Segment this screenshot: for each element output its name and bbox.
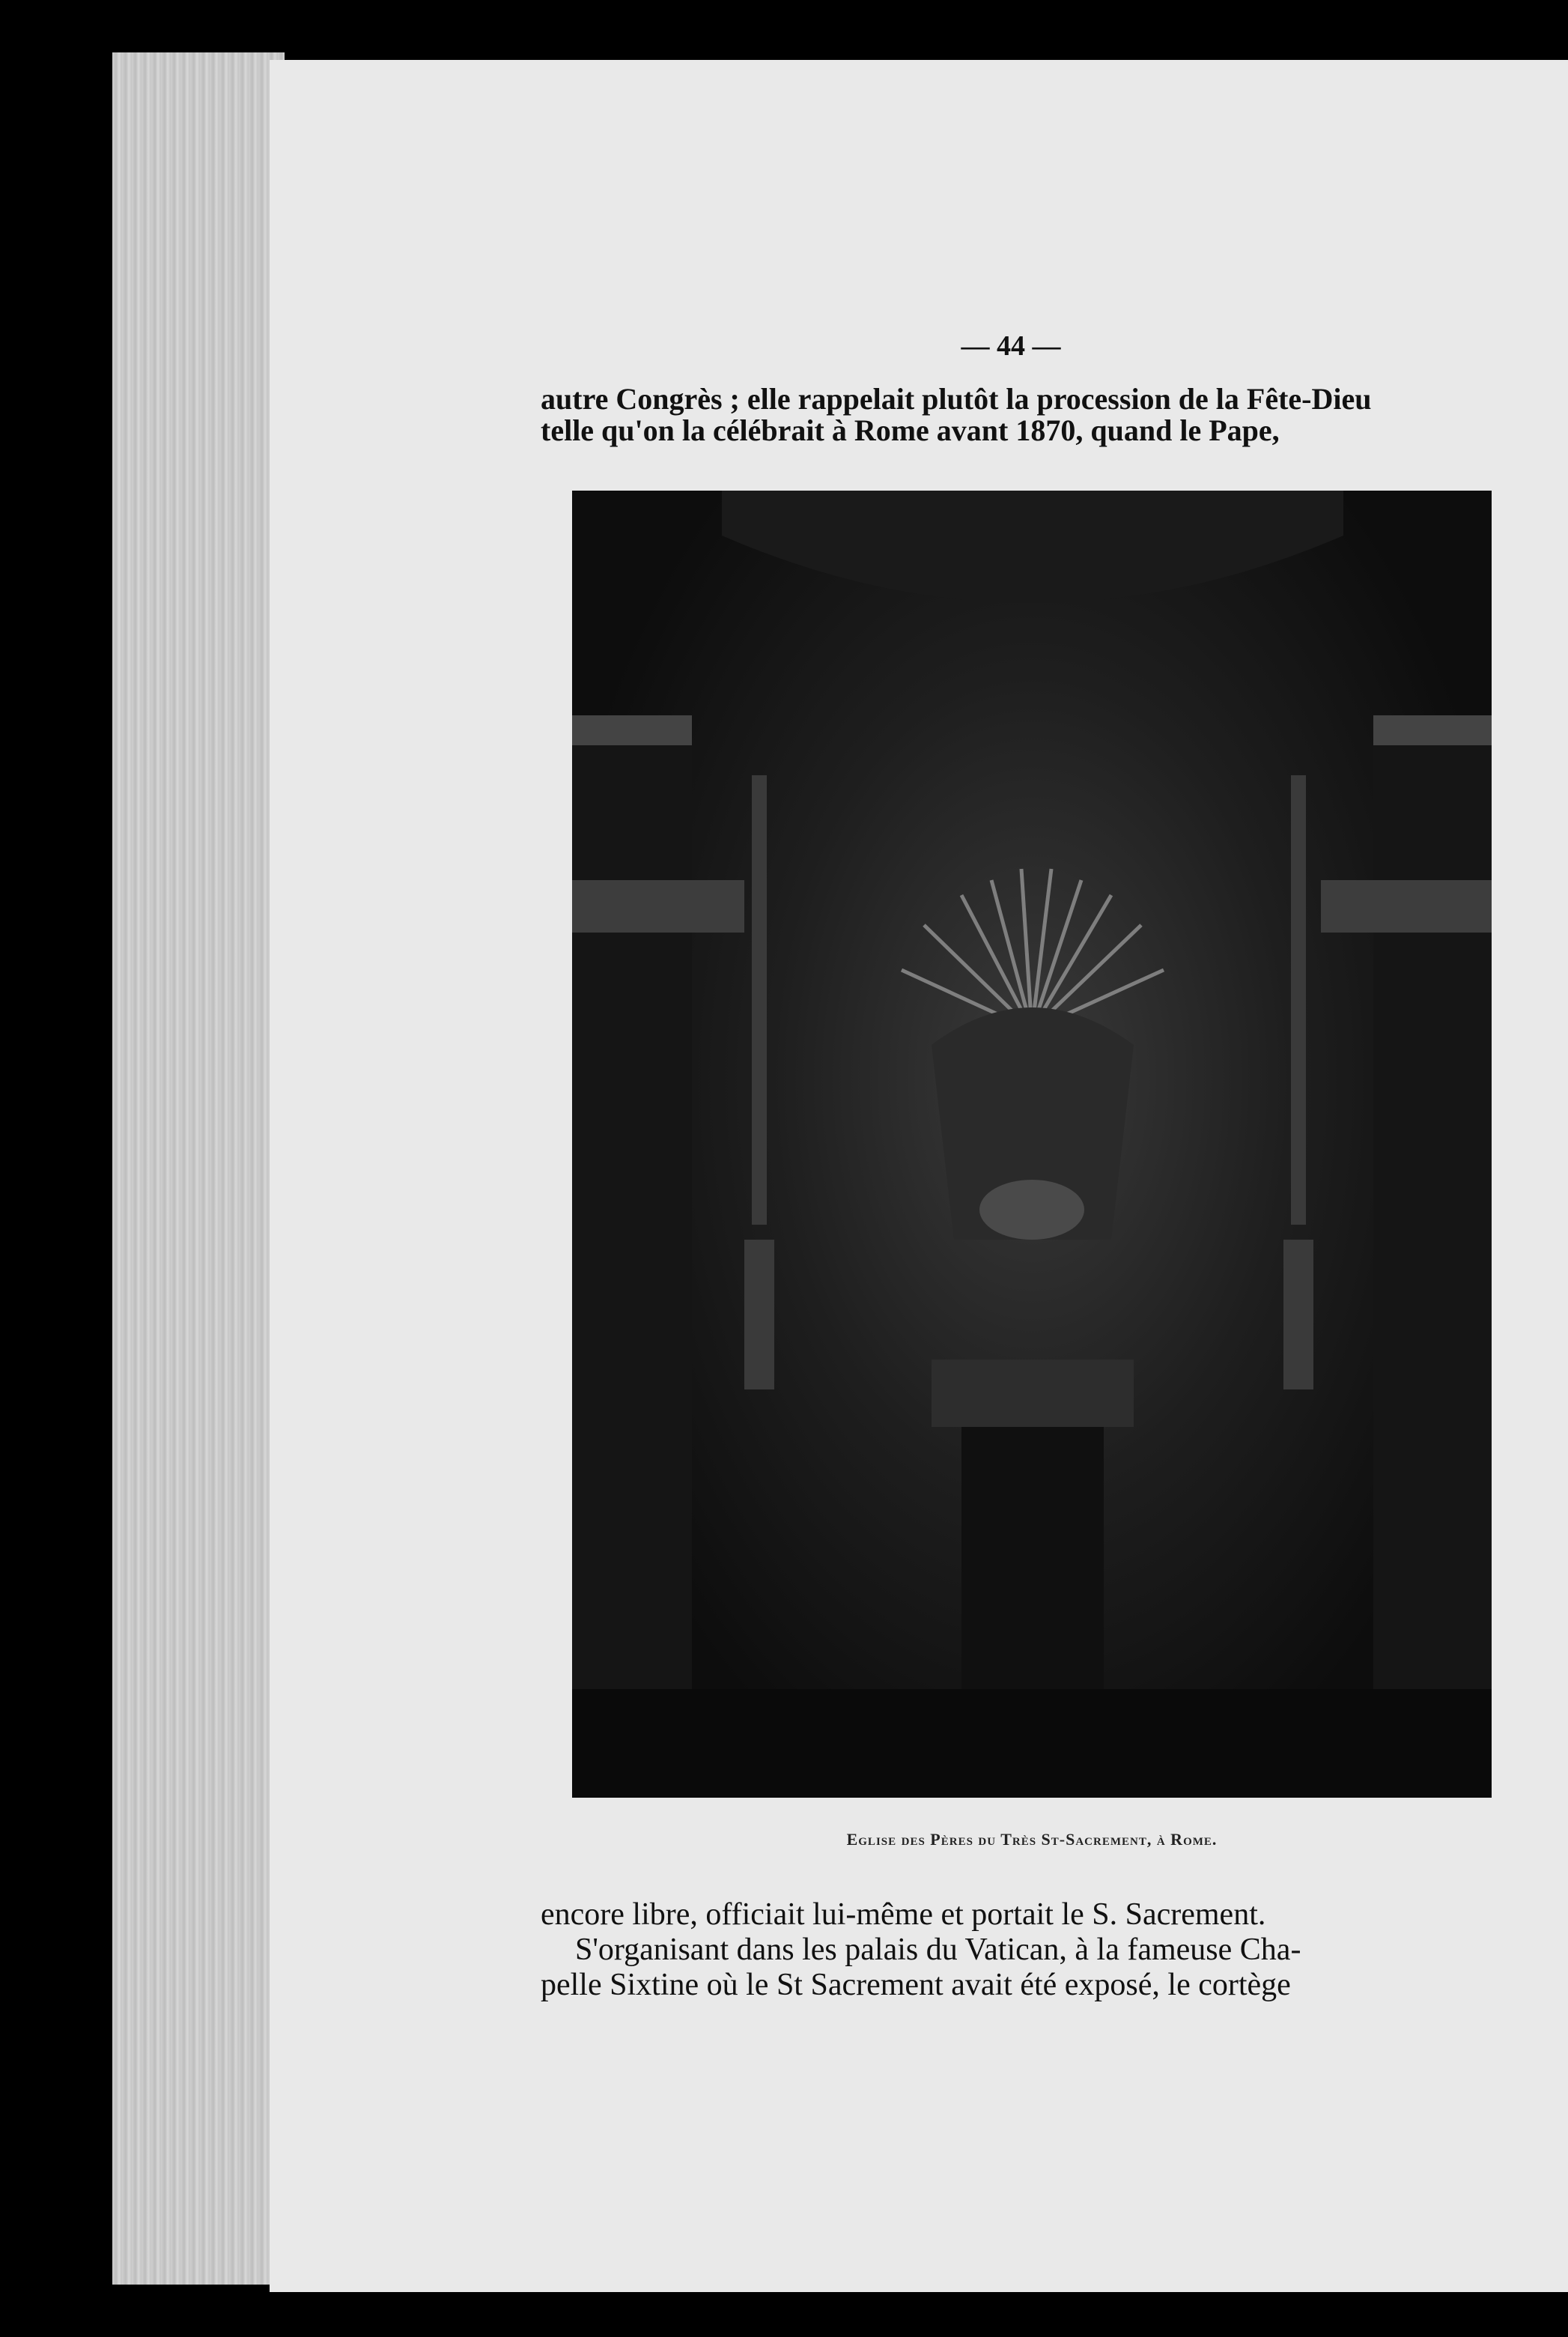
photo-caption: Eglise des Pères du Très St-Sacrement, à Rome.	[846, 1830, 1218, 1849]
page-number: — 44 —	[961, 330, 1061, 362]
body-text-line: pelle Sixtine où le St Sacrement avait été exposé, le cortège	[541, 1968, 1291, 2002]
book-page-edges	[112, 52, 285, 2285]
altar-illustration	[572, 491, 1492, 1798]
body-text-line: encore libre, officiait lui-même et portait le S. Sacrement.	[541, 1897, 1266, 1932]
body-text-line: autre Congrès ; elle rappelait plutôt la procession de la Fête-Dieu	[541, 382, 1372, 416]
body-text-line: telle qu'on la célébrait à Rome avant 1870, quand le Pape,	[541, 413, 1280, 447]
church-altar-photo	[572, 491, 1492, 1798]
body-text-line: S'organisant dans les palais du Vatican, à la fameuse Cha-	[575, 1933, 1301, 1967]
